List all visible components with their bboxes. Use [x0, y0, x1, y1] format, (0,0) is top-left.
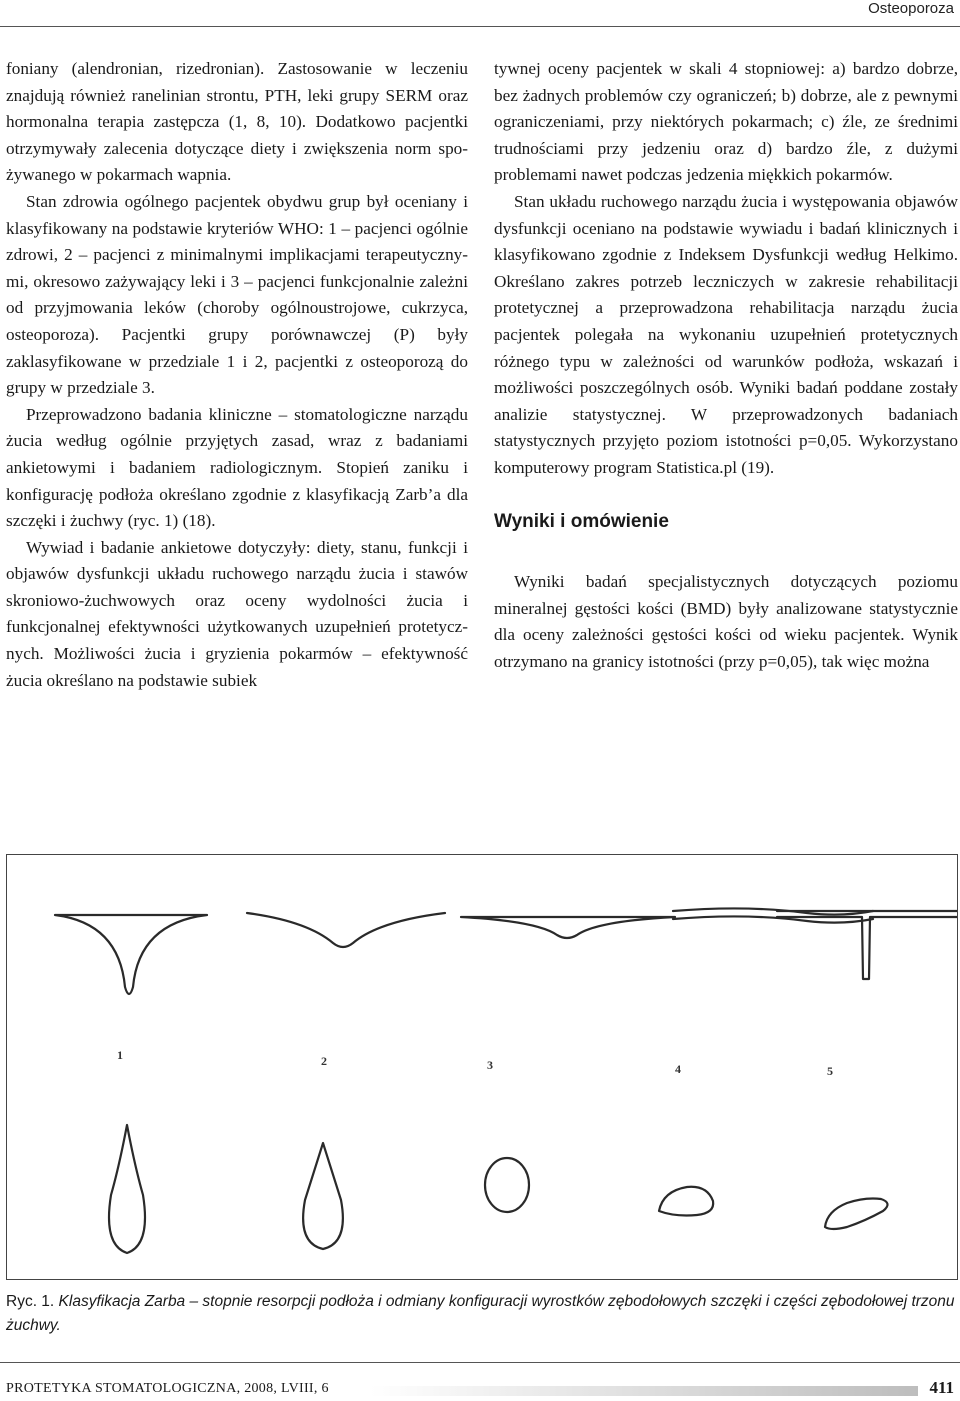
- left-text-column: [6, 56, 468, 694]
- maxilla-profile-3: [461, 917, 675, 938]
- figure-label-4: 4: [675, 1062, 681, 1076]
- page-number: 411: [929, 1378, 954, 1397]
- figure-label-2: 2: [321, 1054, 327, 1068]
- right-text-column: [494, 56, 958, 675]
- figure-caption: [6, 1290, 958, 1338]
- paragraph: tywnej oceny pacjentek w skali 4 stopniowej: a) bardzo dobrze, bez żadnych problemów czy ograniczeń; b) dobrze, ale z pewnymi ograniczeniami, przy niektórych pokarmach; c) źle, ze średnimi trudnościami przy jedzeniu oraz d) bardzo źle, z dużymi problemami nawet podczas jedzenia miękkich pokarmów.: [494, 59, 958, 185]
- figure-label-1: 1: [117, 1048, 123, 1062]
- footer-gradient-bar: [370, 1386, 918, 1396]
- footer-journal: PROTETYKA STOMATOLOGICZNA, 2008, LVIII, 6: [6, 1381, 329, 1396]
- paragraph: Wyniki badań specjalistycznych dotyczących poziomu mineralnej gęstości kości (BMD) były analizowane statystycznie dla oceny zależności gęstości kości od wieku pacjentek. Wynik otrzymano na granicy istotności (przy p=0,05), tak więc można: [494, 572, 958, 671]
- mandible-section-4: [659, 1187, 713, 1216]
- caption-label: Ryc. 1.: [6, 1293, 55, 1310]
- paragraph: Stan zdrowia ogólnego pacjentek obydwu grup był oceniany i klasyfikowany na podstawie kryteriów WHO: 1 – pacjenci ogólnie zdrowi, 2 – pacjenci z minimalnymi implikacjami terapeutycznymi, okresowo zażywający leki i 3 – pacjenci funkcjonalnie zależni od przyjmowania leków (choroby ogólnoustrojowe, cukrzyca, osteoporoza). Pacjentki grupy porównawczej (P) były zaklasyfikowane w przedziale 1 i 2, pacjentki z osteoporozą do grupy w przedziale 3.: [6, 191, 468, 398]
- figure-zarb-classification: [6, 854, 958, 1280]
- figure-drawing: [7, 855, 957, 1279]
- section-heading: Wyniki i omówienie: [494, 510, 669, 532]
- maxilla-profile-2: [247, 913, 445, 947]
- footer-rule: [0, 1362, 960, 1363]
- paragraph: foniany (alendronian, rizedronian). Zastosowanie w leczeniu znajdują również ranelinian strontu, PTH, leki grupy SERM oraz hormonalna terapia zastępcza (1, 8, 10). Dodatkowo pacjentki otrzymywały zalecenia dotyczące diety i zwiększenia norm spożywanego w pokarmach wapnia.: [6, 59, 468, 185]
- mandible-section-1: [109, 1125, 145, 1253]
- paragraph: Stan układu ruchowego narządu żucia i występowania objawów dysfunkcji oceniano na podstawie wywiadu i badań klinicznych i klasyfikowano zgodnie z Indeksem Dysfunkcji według Helkimo. Określano zakres potrzeb leczniczych w zakresie rehabilitacji protetycznej a przeprowadzona rehabilitacja narządu żucia pacjentek polegała na wykonaniu uzupełnień protetycznych różnego typu w zależności od warunków podłoża, wskazań i możliwości poszczególnych osób. Wyniki badań poddane zostały analizie statystycznej. W przeprowadzonych badaniach statystycznych przyjęto poziom istotności p=0,05. Wykorzystano komputerowy program Statistica.pl (19).: [494, 191, 958, 477]
- mandible-section-5: [825, 1199, 888, 1230]
- paragraph: Wywiad i badanie ankietowe dotyczyły: diety, stanu, funkcji i objawów dysfunkcji układu ruchowego narządu żucia i stawów skroniowo-żuchwowych oraz oceny wydolności żucia i funkcjonalnej efektywności użytkowanych uzupełnień protetycznych. Możliwości żucia i gryzienia pokarmów – efektywność żucia określano na podstawie subiek: [6, 537, 468, 690]
- caption-text: Klasyfikacja Zarba – stopnie resorpcji podłoża i odmiany konfiguracji wyrostków zębodołowych szczęki i części zębodołowej trzonu żuchwy.: [6, 1293, 955, 1334]
- mandible-section-2: [303, 1143, 343, 1249]
- header-rule: [0, 26, 960, 27]
- mandible-section-3: [485, 1158, 529, 1212]
- figure-label-3: 3: [487, 1058, 493, 1072]
- maxilla-profile-1: [55, 915, 207, 994]
- figure-label-5: 5: [827, 1064, 833, 1078]
- paragraph: Przeprowadzono badania kliniczne – stomatologiczne narządu żucia według ogólnie przyjętych zasad, wraz z badaniami ankietowymi i badaniem radiologicznym. Stopień zaniku i konfigurację podłoża określano zgodnie z klasyfikacją Zarb’a dla szczęki i żuchwy (ryc. 1) (18).: [6, 404, 468, 531]
- running-head: Osteoporoza: [868, 0, 954, 17]
